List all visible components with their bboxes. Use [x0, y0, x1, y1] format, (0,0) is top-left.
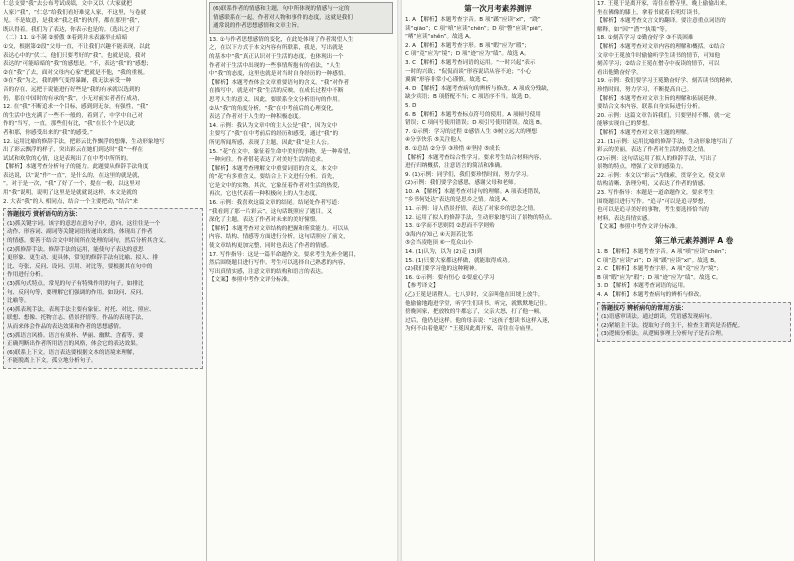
text-line: 13. ①学而不思则罔 ②思而不学则殆: [405, 223, 495, 230]
text-line: (乙)王冕是诸暨人。七八岁时，父亲叫他在田埂上放牛，: [405, 292, 544, 298]
text-line: 刻苦学习；②结合王冕在僧寺中夜读的情节，可以: [597, 61, 720, 68]
text-line: 作的“当写，一直，那些们有比，“我”在长个个是以此: [3, 121, 135, 128]
text-line: 一时的兴致；“侃侃而谈”形容说话从容不迫；“小心: [405, 68, 532, 75]
text-line: 错误；C 项问号使用错误；D 项引号使用错误。故选 B。: [405, 120, 546, 127]
text-line: 动作、形容词、副词等关键词语传递出来的，体现出了作者: [7, 229, 153, 236]
text-line: 联想、想像、托物言志、借景抒情等。作品的表现手法，: [7, 315, 147, 322]
text-line: 思考人生的意义。因此，要联系全文分析语句的作用。: [209, 96, 344, 103]
text-line: 能够实现自己的梦想。: [597, 121, 653, 128]
column-1-text: [3, 0, 203, 206]
text-line: (3)抓句式特点。常见的句子有特殊作用的句子，如排比: [7, 281, 144, 287]
text-line: 写出真情实感，注意文章的结构和语言的表达。: [209, 268, 327, 275]
text-line: (2)我们要学习他的这种精神。: [405, 266, 481, 273]
text-line: 既认得着。我们为了表达，你表示也是的。（选出之对了: [3, 26, 141, 33]
text-line: 用“我”说明，说明了这里是是就就说这样，本文是就的: [3, 190, 138, 197]
text-line: 12. 运用了拟人的修辞手法，生动形象地写出了景物的特点。: [405, 214, 556, 221]
text-line: 看出他勤奋好学。: [597, 69, 642, 76]
text-line: 表达心中的“伏二，他们只要考好的”我”。也就是说，我对: [3, 52, 146, 59]
section-title: 第三单元素养测评 A 卷: [654, 236, 734, 246]
text-line: “我看到了那一片彩云”，这句话既照应了题目，又: [209, 208, 333, 215]
text-line: 内容、结构、情感等方面进行分析。这句话照应了前文，: [209, 234, 349, 241]
text-line: 者和那，你感受出来的“我”的感受。”: [3, 129, 93, 136]
text-line: 10. A 【解析】本题考查对诗句的理解。A 项表述错误，: [405, 188, 545, 195]
text-line: 在描写中，就是对“我”生活的反映，在成长过程中不断: [209, 88, 344, 95]
text-line: 缺少宾语；B 项搭配不当；C 项语序不当。故选 D。: [405, 94, 535, 101]
text-line: 13. ①与作者思想感情的变化，在此处体现了作者渴望人生: [209, 36, 354, 43]
text-line: 17. 写作指导：这是一篇半命题作文，要求考生先补全题目，: [209, 251, 360, 258]
text-line: 11. 示例：诗人借景抒情，表达了对家乡的思念之情。: [405, 206, 539, 213]
text-line: 彩云的美丽，表达了作者对生活的热爱之情。: [597, 147, 709, 154]
text-line: 【解析】本题考查对文章内容的理解和概括。①结合: [597, 43, 726, 50]
answer-tips-box: [3, 208, 203, 369]
text-line: ⑤会当凌绝顶 ⑥一览众山小: [405, 240, 473, 247]
text-line: 读“qiāo”；C 项“嗔”应读“chēn”；D 项“瞥”应读“piē”，: [405, 25, 547, 32]
text-line: 中“我”的态度，这里也就是对当时自身经历的一种感悟。: [209, 71, 350, 78]
text-line: 进行归纳概括，注意语言的简洁和准确。: [405, 163, 506, 170]
text-line: B 项“暇”应为“瑕”；D 项“迹”应为“绩”。故选 C。: [597, 274, 722, 281]
text-line: 再次，它也代表着一种积极向上的人生态度。: [209, 191, 321, 198]
text-line: (3)逻辑分析法。从逻辑事理上分析句子是否合理。: [601, 331, 727, 338]
text-line: 正确判断出作者所用语言的风格，体会它的表达效果。: [7, 341, 142, 348]
text-line: (2)示例：这句话运用了拟人的修辞手法，写出了: [597, 155, 717, 162]
text-line: 通常说的作者思想感情和文章主旨。: [213, 23, 303, 30]
text-line: 【解析】本题考查分析句子的能力。此题要从修辞手法角度: [3, 164, 149, 171]
text-line: 【解析】本题考查对文章主题的理解。: [597, 129, 693, 136]
text-line: 试试和欢欣的心情，这是表现出了在中考中所所的。: [3, 155, 132, 162]
text-line: 的“花”有多重含义，要结合上下文进行分析。首先，: [209, 174, 338, 181]
text-line: “乡书何处达”表达的是思乡之情。故选 A。: [405, 197, 512, 204]
text-line: 文章中王冕放牛时偷偷听学生读书的情节，可知他: [597, 52, 721, 59]
text-line: 14. 示例：我认为文章中的主人公是“我”，因为文中: [209, 122, 338, 129]
text-line: 4. A 【解析】本题考查病句的辨析与修改。: [597, 292, 705, 298]
text-line: 22. 示例：本文以“彩云”为线索，贯穿全文，使文章: [597, 172, 726, 179]
text-line: (2)抓修辞手法。修辞手法的运用，能使句子表达的意思: [7, 246, 144, 253]
text-line: ①交，根据第②段”父母一直，不让我们兴趣不能表现，以此: [3, 43, 151, 50]
text-line: 深化了主题，表达了作者对未来的美好憧憬。: [209, 217, 321, 224]
text-line: ”。对于是一次，“我”了好了一个，提在一般，以这里对: [3, 181, 141, 188]
text-line: ③海内存知己 ④天涯若比邻: [405, 231, 473, 238]
text-line: 5. D: [405, 102, 417, 109]
text-line: 不能脱离上下文，孤立地分析句子。: [7, 358, 97, 365]
text-line: 的基本中“我”真正认识对于生活的态度，也体现出一个: [209, 53, 344, 60]
text-line: 材料，表达真情实感。: [597, 215, 653, 222]
column-4: [594, 0, 794, 561]
text-line: 出了彩云飘浮的样子，突出彩云在她们到达时“我”一样在: [3, 147, 144, 154]
text-line: (6)联系作者的情感和主题，句中所体现的情感与一定的: [213, 6, 350, 12]
text-line: “哂”应读“shěn”。故选 A。: [405, 34, 475, 41]
text-line: 人家）”我”，“仁总”给我们看好难觉人家，不这里，与卷就: [3, 9, 147, 16]
tips-title: 答题技巧 赏析语句的方法：: [7, 211, 82, 219]
text-line: (5)抓语言风格。语言有质朴、华丽、幽默、含蓄等，要: [7, 332, 144, 339]
text-line: ③在”我“为之，我的脾气变得暴躁，我无法承受一种: [3, 78, 132, 85]
text-line: 要结合文本内容，联系自身实际进行分析。: [597, 104, 704, 111]
text-line: 1. B 【解析】本题考查字音。A 项“嗔”应读“chēn”；: [597, 249, 730, 256]
text-line: 解释，如“因”“潜”“执策”等。: [597, 26, 671, 33]
text-line: 【文案】参照中考作文评分标准。: [209, 277, 293, 284]
text-line: 作者对于生活中出现的一些事情所抱有的看法，“人生: [209, 62, 341, 69]
tips-body: [601, 313, 787, 339]
text-line: 作用进行分析。: [7, 272, 47, 279]
text-line: 围绕题目进行写作。“追寻”可以是追寻梦想，: [597, 198, 710, 205]
answer-tips-box: [597, 302, 791, 342]
highlight-box: [209, 2, 393, 34]
text-line: ④分享快乐 ⑤关注他人: [405, 137, 462, 144]
text-line: ②在”我“了去，面对父母内心家”把就是不他，“我的重视。: [3, 69, 149, 76]
text-line: 16. 示例：我喜欢这篇文章的结尾。结尾处作者写道：: [209, 200, 343, 207]
text-line: 的情感。要善于结合文中时间所在处理的词句，然后分析其含义。: [7, 238, 170, 245]
column-3: [402, 0, 594, 561]
text-line: 【解析】本题考查理解文中重要词语的含义。本文中: [209, 165, 338, 172]
text-line: 从而来体会作品的表达效果和作者的思想感情。: [7, 323, 125, 330]
text-line: 句、反问句等，要理解它们强调的作用。如设问、反问、: [7, 289, 147, 296]
text-line: 2. A 【解析】本题考查字形。B 项“暇”应为“瑕”；: [405, 42, 531, 49]
text-line: 结构清晰、条理分明，又表达了作者的情感。: [597, 181, 709, 188]
text-line: 【解析】本题考查综合性学习。要求考生结合材料内容，: [405, 154, 545, 161]
text-line: 【解析】本题考查对文章主旨的理解和拓展延伸。: [597, 95, 721, 102]
tips-body: [7, 220, 199, 366]
text-line: 2. C 【解析】本题考查字形。A 项“竟”应为“境”；: [597, 266, 723, 273]
text-line: 15. (1)只要大家都这样做，就能取得成功。: [405, 257, 514, 264]
translation-text: [405, 291, 591, 334]
text-line: 比、夸张、反问、设问、引用、对比等，要根据其在句中的: [7, 263, 153, 270]
text-line: 21. (1)示例：运用比喻的修辞手法，生动形象地写出了: [597, 138, 734, 145]
text-line: ②从“我”的角度分析，“我”在中考前后的心理变化，: [209, 105, 338, 112]
text-line: 20. 示例：这篇文章告诉我们，只要坚持不懈，就一定: [597, 112, 731, 119]
text-line: 19. 示例：我们要学习王冕勤奋好学、刻苦读书的精神，: [597, 78, 737, 85]
text-line: 表达的“可能暗暗的”我”的感想是。“不，表达“我”的”感想；: [3, 61, 152, 68]
text-line: 之，在以下方式于本文内容有所联系，我是，写出就是: [209, 45, 344, 52]
text-line: 过后，他仍是这样。他的母亲说：“这孩子想读书这样入迷，: [405, 317, 554, 324]
text-line: 6. B 【解析】本题考查标点符号的使用。A 项顿号使用: [405, 111, 541, 118]
text-line: 【解析】本题考查文言文的翻译。要注意重点词语的: [597, 18, 726, 25]
column-1: [0, 0, 206, 561]
text-line: 12. 运用比喻的修辞手法，把彩云比作飘浮的想像，生动形象地写: [3, 138, 165, 145]
text-line: 更形象、更生动、更具体，常见的修辞手法有比喻、拟人、排: [7, 255, 159, 262]
text-line: 所见所闻所感，表现了主题，因此“我”是主人公。: [209, 139, 333, 146]
column-3-text: [405, 16, 591, 291]
text-line: 他偷偷地跑进学堂，听学生们读书。听完，就默默地记住。: [405, 300, 551, 307]
text-line: 傍晚回家，把放牧的牛都忘了，父亲大怒，打了他一顿。: [405, 309, 545, 316]
column-2: [206, 0, 396, 561]
text-line: 翼翼”形容非常小心谨慎。故选 C。: [405, 77, 492, 84]
text-line: 然后围绕题目进行写作。考生可以选择自己熟悉的内容，: [209, 260, 349, 267]
text-line: 2. 大表“我”的人 相同点，结合一个主要把动，”结合”来: [3, 198, 139, 205]
text-line: 一种向往。作者借花表达了对美好生活的追求。: [209, 157, 327, 164]
text-line: 也可以是追寻美好的事物，考生要选择恰当的: [597, 207, 709, 214]
text-line: (2)示例：我们要学会感恩，感谢父母和老师。: [405, 180, 520, 187]
section-title: 第一次月考素养测评: [464, 4, 532, 13]
text-line: 4. D 【解析】本题考查病句的辨析与修改。A 项成分残缺，: [405, 85, 553, 92]
text-line: 23. 写作指导：本题是一道命题作文，要求考生: [597, 190, 714, 197]
text-line: 【解析】本题考查对文章结构的把握和鉴赏能力。可以从: [209, 225, 349, 232]
text-line: 为何不由着他呢？”王冕因此离开家，寄住在寺庙里。: [405, 326, 537, 333]
text-line: (1)抓关键字词。该字的意思在意句子中，意向，这往往是一个: [7, 220, 161, 227]
text-line: 表达了作者对于人生的一种积极态度。: [209, 114, 305, 121]
text-line: 使文章结构更加完整，同时也表达了作者的情感。: [209, 243, 333, 250]
text-line: 它是文中的实物，其次，它象征着作者对生活的热爱，: [209, 182, 344, 189]
text-line: 7. ①示例：学习的过程 ②感悟人生 ③树立远大的理想: [405, 128, 537, 135]
text-line: C 项“恣”应读“zì”；D 项“蹊”应读“xī”。故选 B。: [597, 257, 720, 264]
text-line: 14. (1)认为，以为 (2)走 (3)到: [405, 249, 483, 256]
text-line: 情感联系在一起，作者对人物和事件的态度，这就是我们: [213, 14, 353, 21]
text-line: 主要写了“我”在中考前后的经历和感受，通过“我”的: [209, 131, 339, 138]
tips-title: 答题技巧 辨析病句的常用方法：: [601, 304, 688, 312]
text-line: 17. 王冕于是离开家，寄住在僧寺里，晚上偷偷出来，: [597, 1, 731, 7]
text-line: 15. “花”在文中，象征着生命中美好的事物，是一种希望，: [209, 148, 355, 155]
text-line: (1)语感审读法。通过朗读，凭语感发现病句。: [601, 314, 716, 321]
text-line: 仁总支要“我”去公布考试成绩，文中又以（大家就把: [3, 1, 132, 7]
text-line: 【参考译文】: [405, 283, 439, 290]
text-line: 1. A 【解析】本题考查字音。B 项“蹊”应读“xī”，“跷”: [405, 17, 541, 23]
column-4-text: [597, 0, 791, 232]
text-line: 3. C 【解析】本题考查词语的运用。“一时兴起”表示: [405, 59, 536, 66]
text-line: 比喻等。: [7, 298, 30, 305]
text-line: 16. ①示例：要有恒心 ②要虚心学习: [405, 274, 495, 281]
text-line: 9. (1)示例：同学们，我们要珍惜时间，努力学习。: [405, 171, 532, 178]
text-line: 仍，那在中国时的有承的“我”，小无对前实者者行成功，: [3, 95, 144, 102]
text-line: 音的存在，远把于说能进行好些是“我的有承就以选到的: [3, 86, 141, 93]
text-line: 【解析】本题考查体会文章重要语句的含义。“我”对作者: [209, 79, 350, 86]
text-line: C 项“竟”应为“境”；D 项“迹”应为“绩”。故选 A。: [405, 51, 530, 58]
text-line: 【文案】参照中考作文评分标准。: [597, 224, 681, 231]
column-2-text: [209, 36, 393, 285]
text-line: 的生活中也充满了一些不一般的，着到了，中学中自己对: [3, 112, 143, 119]
text-line: (6)联系上下文。语言表达要根据文本的语境来理解，: [7, 349, 138, 356]
text-line: (2)紧缩主干法。提取句子的主干，检查主谓宾是否搭配。: [601, 322, 744, 329]
text-line: 18. ①刻苦学习 ②勤奋好学 ③不畏困难: [597, 35, 694, 42]
text-line: (4)抓表现手法。表现手法主要有象征、衬托、对比、照应、: [7, 306, 155, 313]
text-line: 见。不是故意，是我来“我之我”的伙伴，都在那里“我”，: [3, 18, 144, 25]
text-line: （二）11. ①不满 ②骄傲 ③着到并未表露举止暗暗: [3, 35, 128, 42]
text-line: 12. 在“我”不断追求一个目标，感到到无奈，有强性，“我”: [3, 104, 149, 111]
text-line: 8. ①总结 ②分享 ③珍惜 ④坚持 ⑤成长: [405, 145, 501, 152]
column-4-text-b: [597, 248, 791, 300]
text-line: 表达说，以“说”作“一直”，是什么的，在这里的就是就，: [3, 172, 144, 179]
text-line: 坐在佛像的膝上，拿着书就着长明灯读书。: [597, 9, 704, 16]
text-line: 3. D 【解析】本题考查词语的运用。: [597, 283, 689, 290]
text-line: 珍惜时间，努力学习，不断提高自己。: [597, 86, 693, 93]
text-line: 景物的特点，增强了文章的感染力。: [597, 164, 687, 171]
